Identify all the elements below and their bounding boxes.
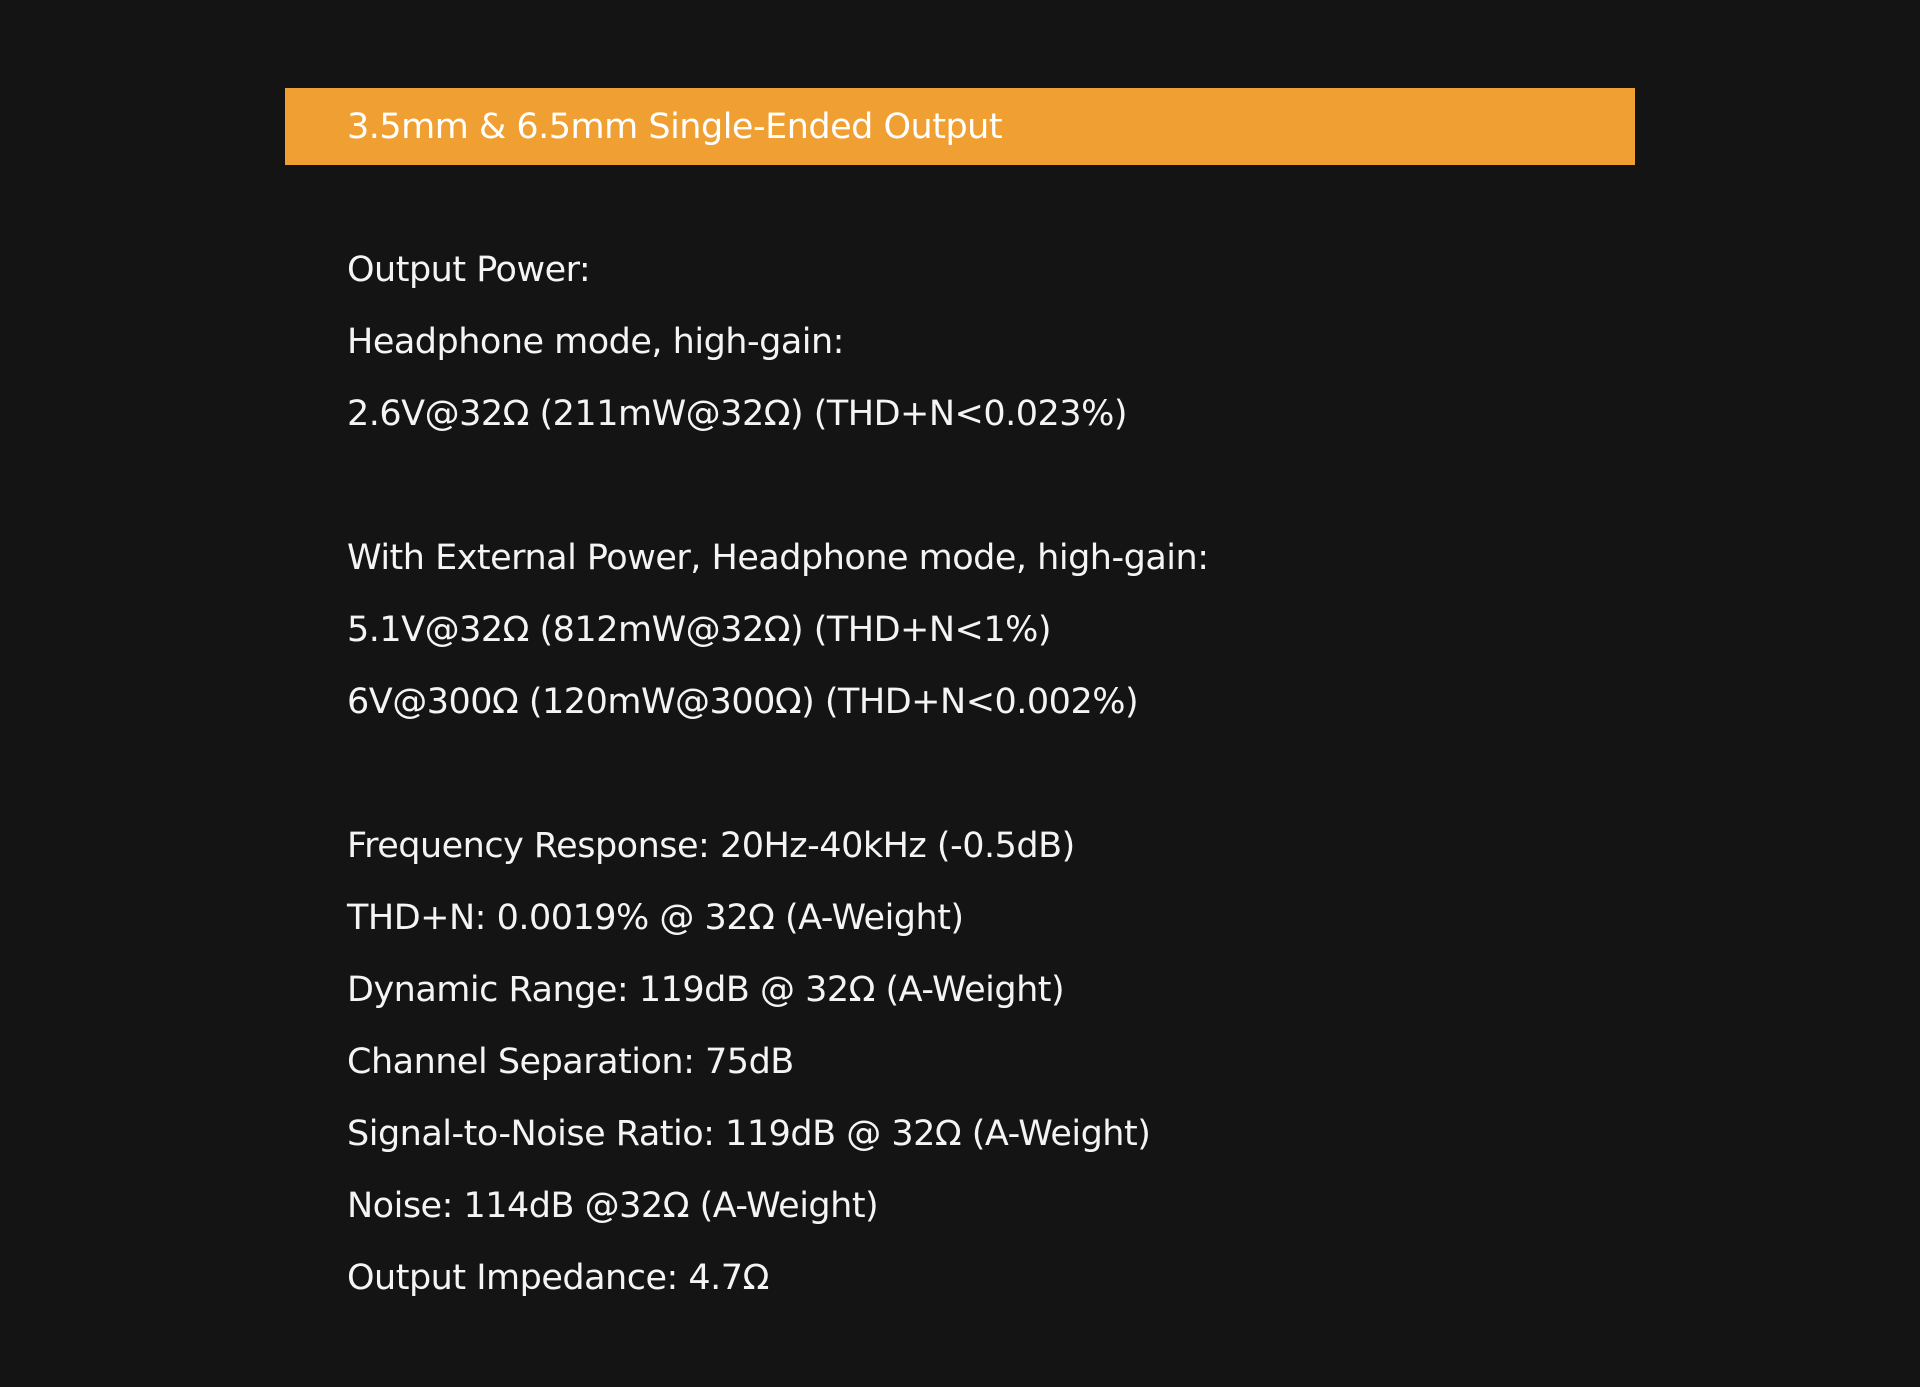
section-title: 3.5mm & 6.5mm Single-Ended Output [347,106,1003,147]
section-header-bar [285,88,1635,165]
spec-divider [347,458,1208,530]
spec-line-headphone-mode: Headphone mode, high-gain: [347,322,844,362]
spec-line-power-32ohm: 2.6V@32Ω (211mW@32Ω) (THD+N<0.023%) [347,394,1127,434]
spec-line-noise: Noise: 114dB @32Ω (A-Weight) [347,1186,879,1226]
spec-line-dynamic-range: Dynamic Range: 119dB @ 32Ω (A-Weight) [347,970,1065,1010]
spec-line-frequency-response: Frequency Response: 20Hz-40kHz (-0.5dB) [347,826,1075,866]
spec-line-ext-power-32ohm: 5.1V@32Ω (812mW@32Ω) (THD+N<1%) [347,610,1052,650]
spec-line-ext-power-300ohm: 6V@300Ω (120mW@300Ω) (THD+N<0.002%) [347,682,1139,722]
spec-line-output-impedance: Output Impedance: 4.7Ω [347,1258,769,1298]
spec-list [347,242,1208,1322]
spec-line-channel-separation: Channel Separation: 75dB [347,1042,794,1082]
spec-line-thd-n: THD+N: 0.0019% @ 32Ω (A-Weight) [347,898,964,938]
spec-line-snr: Signal-to-Noise Ratio: 119dB @ 32Ω (A-Weight) [347,1114,1151,1154]
spec-divider [347,746,1208,818]
spec-line-output-power: Output Power: [347,250,591,290]
spec-line-external-power: With External Power, Headphone mode, high-gain: [347,538,1209,578]
